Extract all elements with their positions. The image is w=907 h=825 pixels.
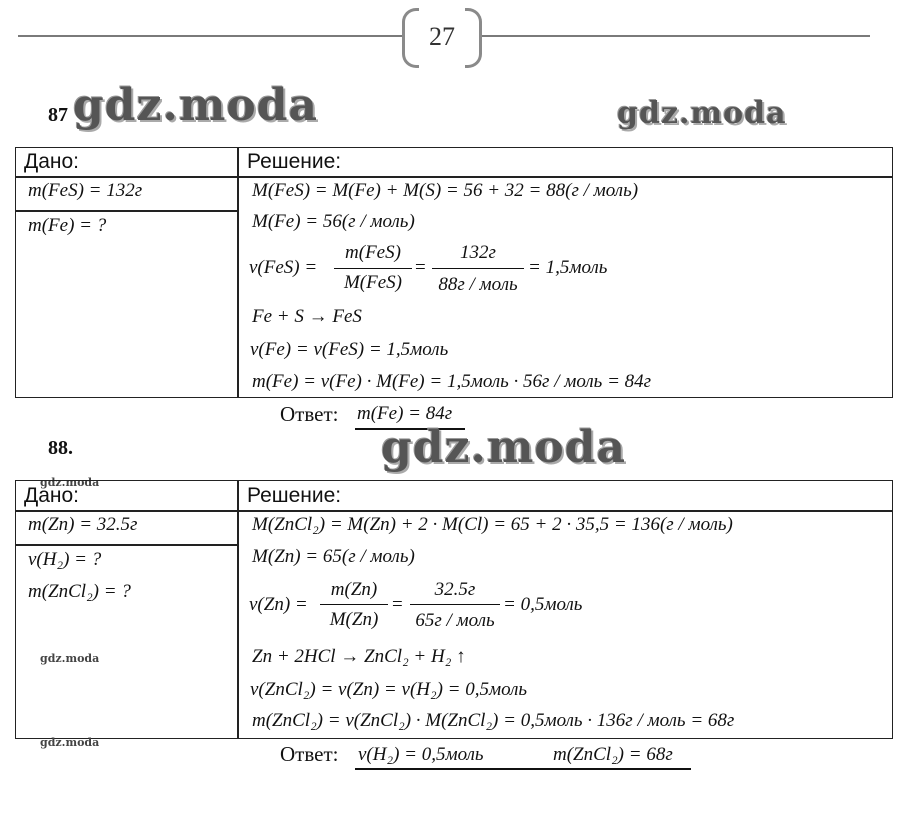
- solution-line: Fe + S → FeS: [252, 306, 362, 327]
- fraction-bar: [334, 268, 412, 269]
- watermark-small: gdz.moda: [40, 736, 100, 749]
- answer-label: Ответ:: [280, 402, 339, 426]
- given-item: m(Zn) = 32.5г: [28, 514, 138, 535]
- problem-88-given-rule: [15, 544, 238, 546]
- fraction-equals: =: [392, 594, 403, 615]
- watermark-small: gdz.moda: [40, 476, 100, 489]
- problem-88-number: 88.: [48, 437, 73, 459]
- solution-line: M(Fe) = 56(г / моль): [252, 211, 415, 232]
- given-item: m(ZnCl₂) = ?: [28, 581, 131, 602]
- fraction-denominator: 88г / моль: [438, 274, 518, 295]
- given-item: ν(H₂) = ?: [28, 549, 102, 570]
- given-item: m(Fe) = ?: [28, 215, 107, 236]
- problem-87-header-rule: [15, 176, 893, 178]
- problem-87-number: 87: [48, 104, 68, 126]
- solution-line: ν(Fe) = ν(FeS) = 1,5моль: [250, 339, 449, 360]
- page-number: 27: [429, 22, 455, 51]
- header-rule-left: [18, 35, 402, 37]
- given-item: m(FeS) = 132г: [28, 180, 143, 201]
- solution-line: Zn + 2HCl → ZnCl₂ + H₂ ↑: [252, 646, 466, 667]
- watermark-logo: gdz.moda: [73, 80, 319, 131]
- fraction-denominator: 65г / моль: [415, 610, 495, 631]
- watermark-logo: gdz.moda: [617, 96, 787, 131]
- watermark-small: gdz.moda: [40, 652, 100, 665]
- fraction-lhs: ν(Zn) =: [249, 594, 308, 615]
- answer-value: m(Fe) = 84г: [357, 403, 453, 424]
- solution-line: M(Zn) = 65(г / моль): [252, 546, 415, 567]
- fraction-rhs: = 0,5моль: [503, 594, 583, 615]
- solution-line: M(FeS) = M(Fe) + M(S) = 56 + 32 = 88(г / моль): [252, 180, 639, 201]
- problem-87-given-rule: [15, 210, 238, 212]
- answer-underline: [355, 768, 691, 770]
- fraction-lhs: ν(FeS) =: [249, 257, 318, 278]
- header-rule-right: [482, 35, 870, 37]
- solution-header: Решение:: [247, 484, 342, 507]
- fraction-equals: =: [415, 257, 426, 278]
- fraction-rhs: = 1,5моль: [528, 257, 608, 278]
- answer-label: Ответ:: [280, 742, 339, 766]
- fraction-denominator: M(Zn): [329, 609, 379, 630]
- problem-88-divider: [237, 480, 239, 739]
- solution-line: m(ZnCl₂) = ν(ZnCl₂) · M(ZnCl₂) = 0,5моль · 136г / моль = 68г: [252, 710, 735, 731]
- fraction-denominator: M(FeS): [343, 272, 403, 293]
- given-header: Дано:: [24, 150, 80, 173]
- fraction-bar: [432, 268, 524, 269]
- fraction-numerator: m(FeS): [345, 242, 401, 263]
- page-number-box: [402, 8, 482, 64]
- answer-value-2: m(ZnCl₂) = 68г: [553, 744, 673, 765]
- solution-line: ν(ZnCl₂) = ν(Zn) = ν(H₂) = 0,5моль: [250, 679, 528, 700]
- fraction-numerator: m(Zn): [330, 579, 378, 600]
- fraction-bar: [410, 604, 500, 605]
- answer-value-1: ν(H₂) = 0,5моль: [358, 744, 484, 765]
- solution-line: m(Fe) = ν(Fe) · M(Fe) = 1,5моль · 56г / моль = 84г: [252, 371, 652, 392]
- problem-87-divider: [237, 147, 239, 398]
- problem-88-header-rule: [15, 510, 893, 512]
- fraction-numerator: 132г: [460, 242, 496, 263]
- fraction-bar: [320, 604, 388, 605]
- solution-header: Решение:: [247, 150, 342, 173]
- solution-line: M(ZnCl₂) = M(Zn) + 2 · M(Cl) = 65 + 2 · 35,5 = 136(г / моль): [252, 514, 733, 535]
- watermark-logo: gdz.moda: [381, 422, 627, 473]
- fraction-numerator: 32.5г: [434, 579, 476, 600]
- given-header: Дано:: [24, 484, 80, 507]
